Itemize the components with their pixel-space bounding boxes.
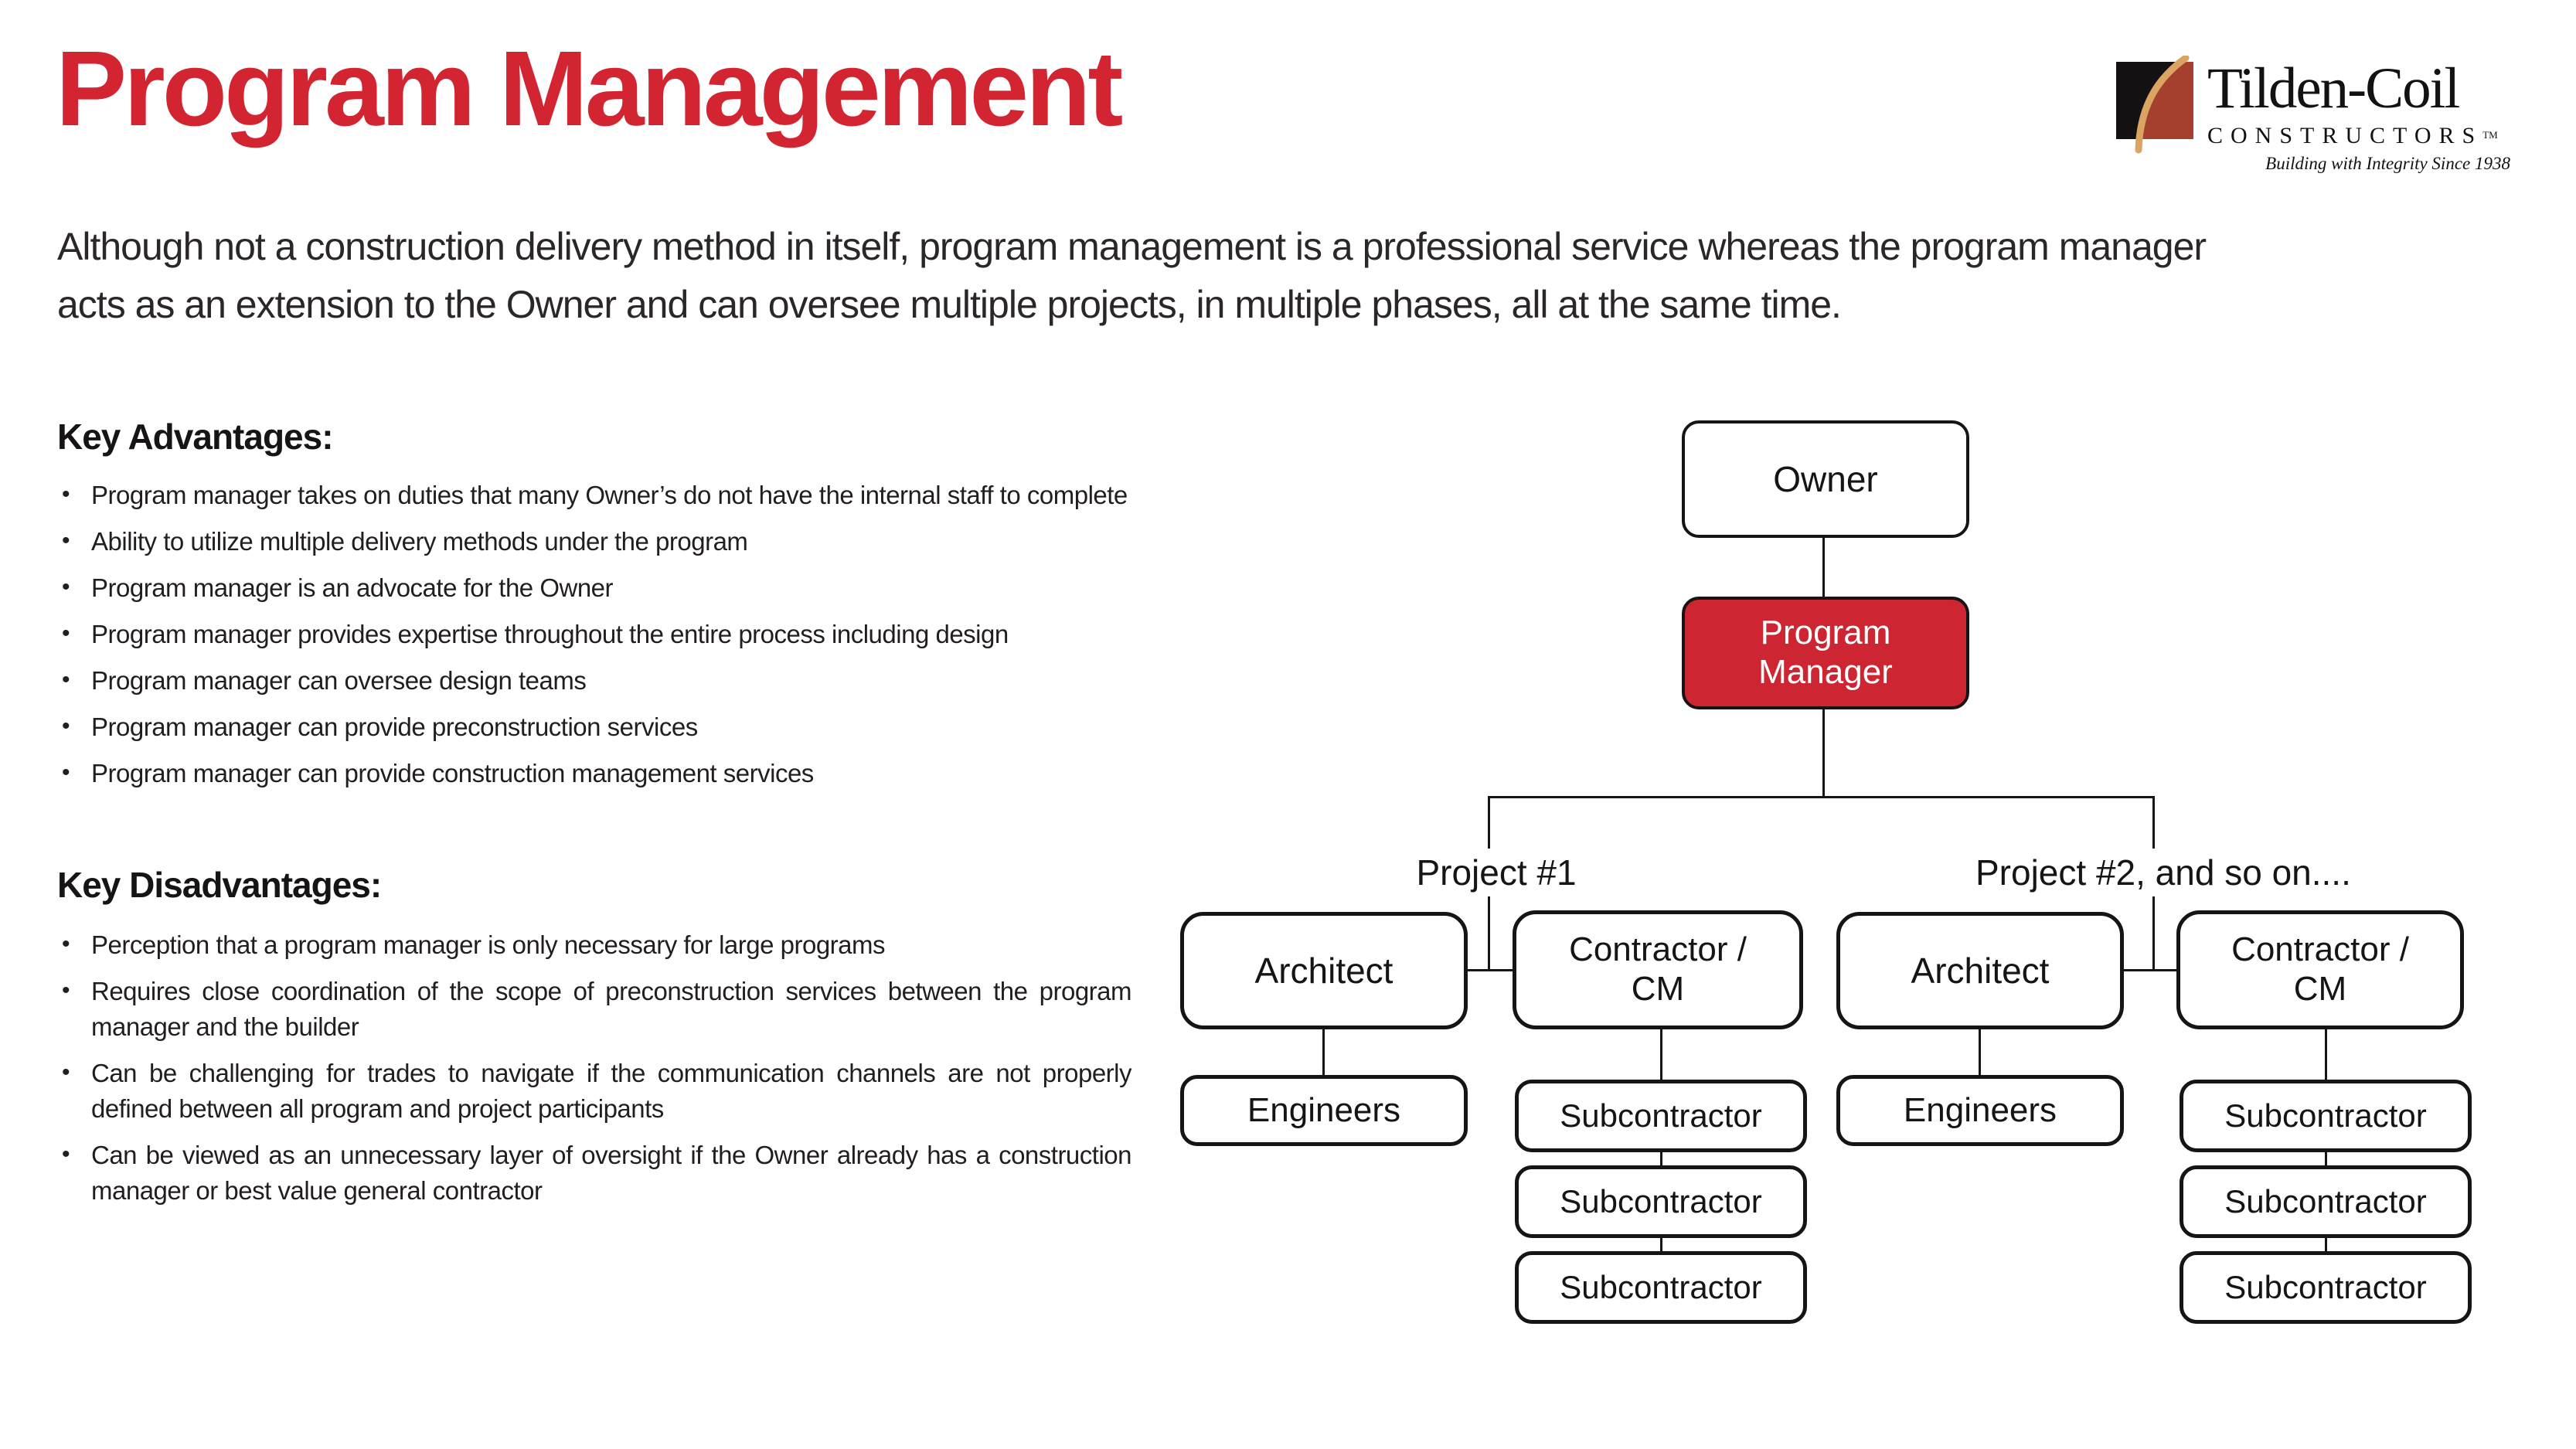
engineers-box-1: Engineers: [1180, 1075, 1468, 1146]
advantages-list: [57, 478, 1131, 802]
logo-company-name: Tilden-Coil: [2207, 56, 2459, 121]
connector-sub1-sub2: [1660, 1152, 1662, 1165]
subcontractor-box-1-2: Subcontractor: [1515, 1165, 1807, 1238]
connector-sub1-sub2: [2325, 1152, 2327, 1165]
subcontractor-box-2-1: Subcontractor: [2180, 1080, 2472, 1152]
list-item: • Program manager can provide construction management services: [57, 756, 1131, 791]
page-title: Program Management: [56, 29, 1121, 148]
intro-paragraph: Although not a construction delivery method in itself, program management is a professional service whereas the program manager acts as an extension to the Owner and can oversee multiple projects, in multiple phases, all at the same time.: [57, 225, 2207, 326]
list-item: • Program manager can oversee design teams: [57, 663, 1131, 699]
connector-sub2-sub3: [2325, 1238, 2327, 1251]
connector-con1-sub1: [1660, 1029, 1662, 1080]
subcontractor-box-1-3: Subcontractor: [1515, 1251, 1807, 1324]
list-item: • Ability to utilize multiple delivery methods under the program: [57, 524, 1131, 560]
logo-mark-icon: [2115, 56, 2207, 172]
connector-arch1-eng1: [1322, 1029, 1325, 1075]
disadvantages-heading: Key Disadvantages:: [57, 865, 382, 905]
subcontractor-box-2-3: Subcontractor: [2180, 1251, 2472, 1324]
connector-arch2-con2: [2124, 969, 2178, 971]
connector-arch2-eng2: [1979, 1029, 1981, 1075]
logo-text-block: [2207, 56, 2513, 174]
project2-label: Project #2, and so on....: [1975, 849, 2339, 896]
list-item: • Perception that a program manager is only necessary for large programs: [57, 927, 1131, 963]
list-item: • Requires close coordination of the scope of preconstruction services between the program manager and the builder: [57, 974, 1131, 1045]
connector-trunk: [1488, 796, 2155, 798]
list-item: • Program manager is an advocate for the Owner: [57, 570, 1131, 606]
list-item: • Program manager provides expertise throughout the entire process including design: [57, 617, 1131, 652]
list-item: • Program manager can provide preconstruction services: [57, 709, 1131, 745]
architect-box-1: Architect: [1180, 912, 1468, 1029]
owner-box: Owner: [1682, 420, 1969, 538]
program-manager-box: Program Manager: [1682, 597, 1969, 709]
connector-con2-sub1: [2325, 1029, 2327, 1080]
logo-tagline: Building with Integrity Since 1938: [2265, 153, 2510, 173]
project1-label: Project #1: [1382, 849, 1611, 896]
contractor-cm-box-2: Contractor / CM: [2176, 910, 2464, 1029]
engineers-box-2: Engineers: [1836, 1075, 2124, 1146]
architect-box-2: Architect: [1836, 912, 2124, 1029]
subcontractor-box-1-1: Subcontractor: [1515, 1080, 1807, 1152]
connector-arch1-con1: [1468, 969, 1514, 971]
trademark-symbol: TM: [2482, 128, 2498, 141]
disadvantages-list: [57, 927, 1131, 1219]
contractor-cm-box-1: Contractor / CM: [1513, 910, 1803, 1029]
subcontractor-box-2-2: Subcontractor: [2180, 1165, 2472, 1238]
connector-pm-trunk: [1822, 709, 1825, 798]
list-item: • Can be challenging for trades to navigate if the communication channels are not properly defined between all program and project participants: [57, 1056, 1131, 1127]
list-item: • Can be viewed as an unnecessary layer of oversight if the Owner already has a construction manager or best value general contractor: [57, 1138, 1131, 1209]
connector-owner-pm: [1822, 538, 1825, 597]
list-item: • Program manager takes on duties that many Owner’s do not have the internal staff to complete: [57, 478, 1131, 513]
logo-subtitle: CONSTRUCTORS™: [2207, 122, 2498, 148]
advantages-heading: Key Advantages:: [57, 417, 333, 457]
connector-sub2-sub3: [1660, 1238, 1662, 1251]
